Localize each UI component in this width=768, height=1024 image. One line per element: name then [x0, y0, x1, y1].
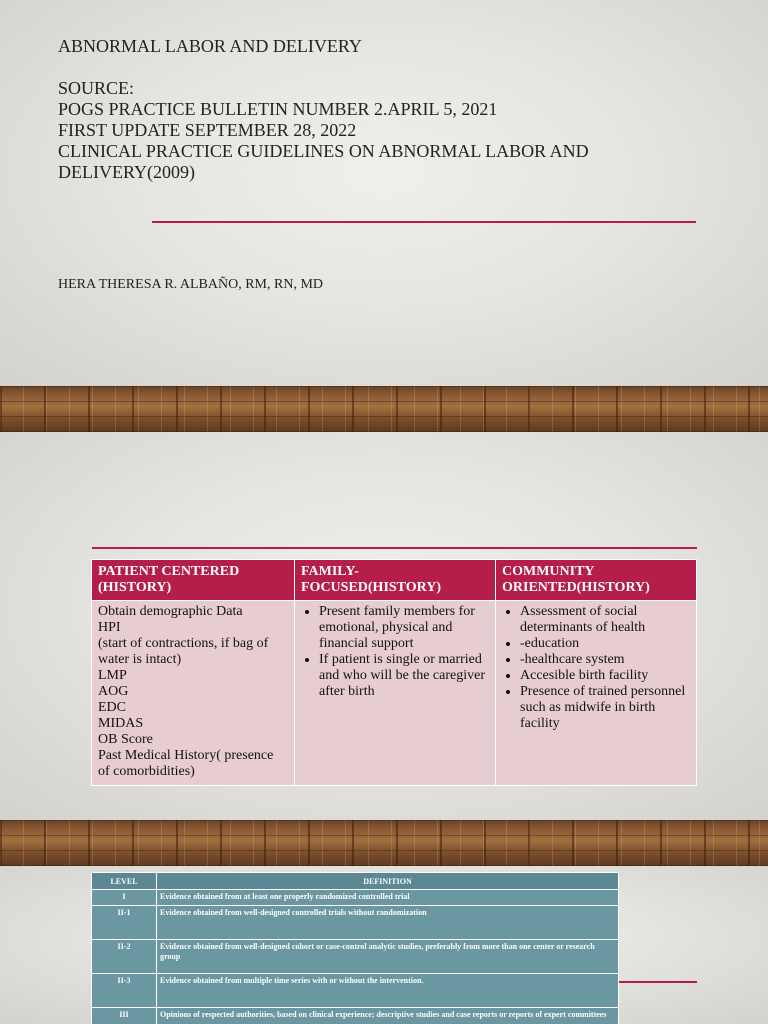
definition-cell: Evidence obtained from well-designed cohort or case-control analytic studies, preferably from more than one center or research group: [157, 940, 619, 974]
source-label: SOURCE:: [58, 78, 135, 98]
list-item: • If patient is single or married and who will be the caregiver after birth: [319, 652, 489, 700]
source-line: POGS PRACTICE BULLETIN NUMBER 2.APRIL 5, 2021: [58, 99, 498, 119]
list-item: MIDAS: [98, 716, 144, 731]
source-line: FIRST UPDATE SEPTEMBER 28, 2022: [58, 120, 357, 140]
patient-cell: [92, 601, 295, 786]
level-cell: I: [92, 890, 157, 906]
table-header-row: [92, 560, 697, 601]
list-item: AOG: [98, 684, 129, 699]
list-item: • Presence of trained personnel such as midwife in birth facility: [520, 684, 690, 732]
table-row: [92, 890, 619, 906]
definition-cell: Evidence obtained from multiple time series with or without the intervention.: [157, 974, 619, 1008]
table-header-row: [92, 873, 619, 890]
table-row: [92, 974, 619, 1008]
level-cell: II-1: [92, 906, 157, 940]
table-row: [92, 1008, 619, 1024]
list-item: HPI: [98, 620, 121, 635]
list-item: OB Score: [98, 732, 153, 747]
list-item: • Assessment of social determinants of health: [520, 604, 690, 636]
list-item: EDC: [98, 700, 126, 715]
definition-cell: Evidence obtained from well-designed controlled trials without randomization: [157, 906, 619, 940]
family-cell: [295, 601, 496, 786]
column-header-level: LEVEL: [92, 873, 157, 890]
list-item: • Accesible birth facility: [520, 668, 690, 684]
source-line: CLINICAL PRACTICE GUIDELINES ON ABNORMAL LABOR AND: [58, 141, 589, 161]
evidence-levels-table: [91, 872, 619, 1024]
evidence-levels-slide: [0, 866, 768, 1024]
list-item: • -healthcare system: [520, 652, 690, 668]
column-header-patient: PATIENT CENTERED (HISTORY): [92, 560, 295, 601]
list-item: Past Medical History( presence of comorbidities): [98, 748, 274, 779]
table-row: [92, 601, 697, 786]
history-slide: [0, 432, 768, 820]
title-slide: [0, 0, 768, 386]
list-item: LMP: [98, 668, 127, 683]
definition-cell: Opinions of respected authorities, based on clinical experience; descriptive studies and case reports or reports of expert committees: [157, 1008, 619, 1024]
wood-floor-band: [0, 820, 768, 866]
community-cell: [496, 601, 697, 786]
wood-floor-band: [0, 386, 768, 432]
table-row: [92, 906, 619, 940]
column-header-community: COMMUNITY ORIENTED(HISTORY): [496, 560, 697, 601]
list-item: Obtain demographic Data: [98, 604, 243, 619]
divider-rule: [619, 981, 697, 983]
level-cell: II-2: [92, 940, 157, 974]
column-header-family: FAMILY-FOCUSED(HISTORY): [295, 560, 496, 601]
list-item: • -education: [520, 636, 690, 652]
title-block: [58, 36, 698, 183]
slide-title: ABNORMAL LABOR AND DELIVERY: [58, 36, 362, 56]
history-table: [91, 559, 697, 786]
level-cell: II-3: [92, 974, 157, 1008]
divider-rule: [152, 221, 696, 223]
level-cell: III: [92, 1008, 157, 1024]
author-name: HERA THERESA R. ALBAÑO, RM, RN, MD: [58, 277, 324, 292]
divider-rule: [92, 547, 697, 549]
definition-cell: Evidence obtained from at least one properly randomized controlled trial: [157, 890, 619, 906]
column-header-definition: DEFINITION: [157, 873, 619, 890]
list-item: (start of contractions, if bag of water is intact): [98, 636, 269, 667]
source-line: DELIVERY(2009): [58, 162, 195, 182]
table-row: [92, 940, 619, 974]
list-item: • Present family members for emotional, physical and financial support: [319, 604, 489, 652]
